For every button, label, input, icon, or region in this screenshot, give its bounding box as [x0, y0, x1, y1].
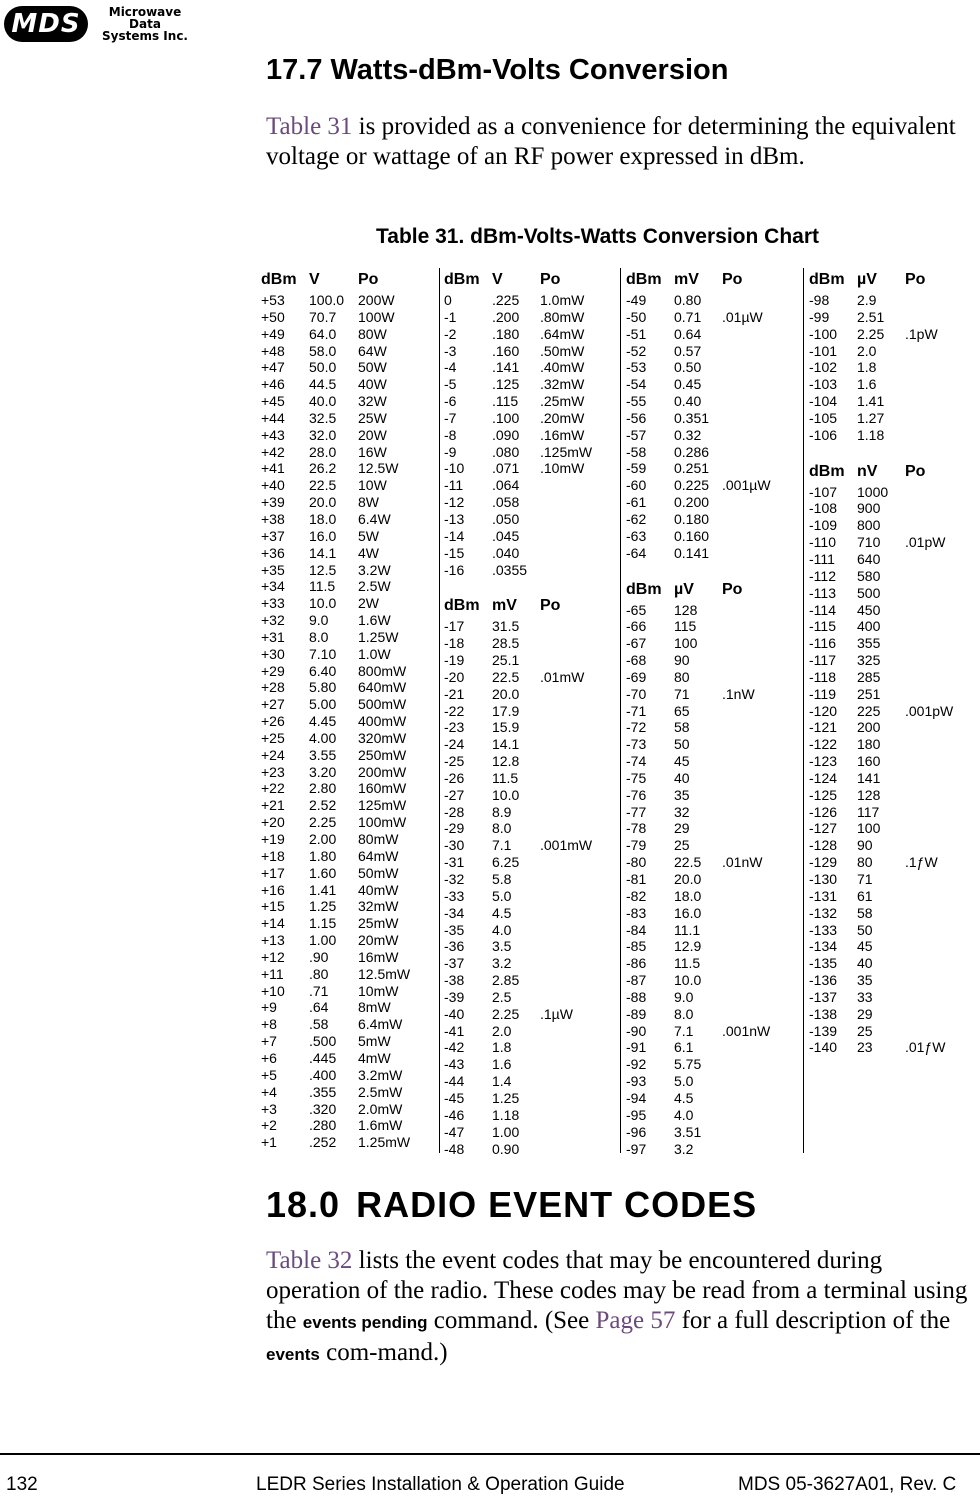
table-row: -103 1.6	[809, 376, 877, 393]
table-row: -102 1.8	[809, 359, 877, 376]
table-row: +26 4.45 400mW	[261, 713, 407, 730]
table-header-row: dBm mV Po	[626, 271, 743, 288]
table-row: +41 26.2 12.5W	[261, 460, 399, 477]
table-row: -84 11.1	[626, 921, 701, 938]
table-32-link[interactable]: Table 32	[266, 1247, 353, 1274]
table-row: +9 .64 8mW	[261, 999, 391, 1016]
table-row: -101 2.0	[809, 342, 877, 359]
table-row: +8 .58 6.4mW	[261, 1016, 403, 1033]
table-row: +12 .90 16mW	[261, 948, 399, 965]
table-row: +11 .80 12.5mW	[261, 965, 411, 982]
table-row: +30 7.10 1.0W	[261, 645, 391, 662]
guide-title: LEDR Series Installation & Operation Guide	[256, 1474, 625, 1495]
table-row: -69 80	[626, 668, 690, 685]
table-row: -46 1.18	[444, 1106, 520, 1123]
table-row: -97 3.2	[626, 1140, 694, 1157]
table-row: -88 9.0	[626, 988, 694, 1005]
table-row: -16 .0355	[444, 561, 528, 578]
table-row: +22 2.80 160mW	[261, 780, 407, 797]
table-row: -18 28.5	[444, 635, 520, 652]
block-spacer	[626, 562, 792, 578]
table-row: -9 .080 .125mW	[444, 443, 593, 460]
table-row: -140 23 .01ƒW	[809, 1039, 946, 1056]
table-row: -124 141	[809, 769, 881, 786]
table-row: -62 0.180	[626, 510, 710, 527]
table-row: -105 1.27	[809, 409, 885, 426]
table-row: +43 32.0 20W	[261, 426, 387, 443]
table-row: -28 8.9	[444, 803, 512, 820]
table-row: -139 25	[809, 1022, 873, 1039]
table-row: -43 1.6	[444, 1056, 512, 1073]
table-row: -31 6.25	[444, 854, 520, 871]
table-row: -6 .115 .25mW	[444, 393, 585, 410]
table-row: -39 2.5	[444, 988, 512, 1005]
table-row: -68 90	[626, 652, 690, 669]
table-row: -106 1.18	[809, 426, 885, 443]
table-row: -135 40	[809, 955, 873, 972]
table-row: -19 25.1	[444, 652, 520, 669]
table-row: -81 20.0	[626, 871, 702, 887]
table-row: +21 2.52 125mW	[261, 797, 407, 814]
table-row: +18 1.80 64mW	[261, 847, 399, 864]
table-row: -48 0.90	[444, 1140, 520, 1157]
block-spacer	[809, 444, 975, 460]
logo-mark: MDS	[4, 6, 88, 42]
table-row: -92 5.75	[626, 1056, 702, 1073]
table-header-row: dBm V Po	[261, 271, 379, 288]
table-row: +29 6.40 800mW	[261, 662, 407, 679]
table-row: -45 1.25	[444, 1089, 520, 1106]
table-row: -27 10.0	[444, 786, 520, 803]
table-row: +16 1.41 40mW	[261, 881, 399, 898]
page-number: 132	[6, 1474, 38, 1495]
table-row: -44 1.4	[444, 1073, 512, 1090]
table-row: -53 0.50	[626, 359, 702, 376]
table-row: -41 2.0	[444, 1022, 512, 1039]
table-row: +23 3.20 200mW	[261, 763, 407, 780]
block-spacer	[444, 578, 610, 594]
table-row: +14 1.15 25mW	[261, 915, 399, 932]
table-row: -73 50	[626, 736, 690, 753]
table-row: -113 500	[809, 584, 881, 601]
table-row: -26 11.5	[444, 769, 519, 786]
table-row: -57 0.32	[626, 426, 702, 443]
table-row: +47 50.0 50W	[261, 359, 387, 376]
table-row: -2 .180 .64mW	[444, 325, 585, 342]
table-row: -90 7.1 .001nW	[626, 1022, 771, 1039]
table-header-row: dBm V Po	[444, 271, 561, 288]
table-row: -47 1.00	[444, 1123, 520, 1140]
table-row: -104 1.41	[809, 393, 885, 410]
table-row: -109 800	[809, 517, 881, 534]
table-row: +44 32.5 25W	[261, 409, 387, 426]
column-divider	[803, 268, 804, 1153]
table-row: -17 31.5	[444, 618, 520, 635]
table-row: +7 .500 5mW	[261, 1033, 391, 1050]
table-row: -134 45	[809, 938, 873, 955]
table-row: -12 .058	[444, 494, 520, 511]
table-row: -91 6.1	[626, 1039, 694, 1056]
table-row: -133 50	[809, 921, 873, 938]
table-row: -129 80 .1ƒW	[809, 854, 938, 871]
table-row: -108 900	[809, 500, 881, 517]
table-row: -13 .050	[444, 510, 520, 527]
column-divider	[620, 268, 621, 1153]
logo-wordmark: Microwave Data Systems Inc.	[102, 5, 188, 43]
table-row: -122 180	[809, 736, 881, 753]
table-row: -42 1.8	[444, 1039, 512, 1056]
section-18-paragraph: Table 32 lists the event codes that may be encountered during operation of the radio. These codes may be read from a terminal using the events pending command. (See Page 57 for a full description of the events com-mand.)	[266, 1247, 968, 1366]
table-row: +19 2.00 80mW	[261, 831, 399, 847]
table-row: -107 1000	[809, 483, 889, 500]
events-pending-command: events pending	[302, 1313, 428, 1332]
table-row: 0 .225 1.0mW	[444, 292, 585, 308]
table-row: -78 29	[626, 820, 690, 837]
table-row: +17 1.60 50mW	[261, 864, 399, 881]
table-column-1	[261, 268, 428, 1151]
table-header-row: dBm mV Po	[444, 597, 561, 615]
table-row: -111 640	[809, 550, 881, 567]
document-number: MDS 05-3627A01, Rev. C	[738, 1474, 957, 1495]
table-row: -52 0.57	[626, 342, 702, 359]
section-heading-18: 18.0 RADIO EVENT CODES	[266, 1184, 758, 1225]
table-row: -23 15.9	[444, 719, 520, 736]
table-row: +5 .400 3.2mW	[261, 1066, 403, 1083]
page-57-link[interactable]: Page 57	[595, 1307, 676, 1334]
table-row: -87 10.0	[626, 972, 702, 989]
table-row: -98 2.9	[809, 292, 877, 308]
table-row: -60 0.225 .001µW	[626, 477, 771, 494]
table-row: -4 .141 .40mW	[444, 359, 585, 376]
table-row: +46 44.5 40W	[261, 376, 387, 393]
table-row: +34 11.5 2.5W	[261, 578, 391, 595]
table-31-link[interactable]: Table 31	[266, 113, 353, 140]
table-row: +32 9.0 1.6W	[261, 612, 391, 629]
table-row: -93 5.0	[626, 1073, 694, 1090]
table-row: -11 .064	[444, 477, 520, 494]
table-row: +49 64.0 80W	[261, 325, 387, 342]
events-command: events	[266, 1345, 320, 1364]
table-row: -37 3.2	[444, 955, 512, 972]
table-row: +45 40.0 32W	[261, 393, 387, 410]
table-row: -117 325	[809, 652, 881, 669]
table-row: -132 58	[809, 904, 873, 921]
table-row: -25 12.8	[444, 753, 520, 770]
table-row: +6 .445 4mW	[261, 1049, 391, 1066]
table-row: -115 400	[809, 618, 881, 635]
table-row: -121 200	[809, 719, 881, 736]
table-row: +48 58.0 64W	[261, 342, 387, 359]
table-row: -14 .045	[444, 527, 520, 544]
table-row: -76 35	[626, 786, 690, 803]
table-row: +50 70.7 100W	[261, 308, 395, 325]
table-row: -51 0.64	[626, 325, 702, 342]
table-row: -119 251	[809, 685, 881, 702]
table-header-row: dBm µV Po	[809, 271, 926, 288]
table-row: +24 3.55 250mW	[261, 746, 407, 763]
table-row: -86 11.5	[626, 955, 701, 972]
table-row: -5 .125 .32mW	[444, 376, 585, 393]
table-row: -95 4.0	[626, 1106, 694, 1123]
table-row: +28 5.80 640mW	[261, 679, 407, 696]
table-row: -83 16.0	[626, 904, 702, 921]
table-row: -59 0.251	[626, 460, 710, 477]
table-row: +35 12.5 3.2W	[261, 561, 391, 578]
table-row: -70 71 .1nW	[626, 685, 755, 702]
table-row: -10 .071 .10mW	[444, 460, 585, 477]
table-row: -80 22.5 .01nW	[626, 854, 763, 871]
table-row: -21 20.0	[444, 685, 520, 702]
table-header-row: dBm µV Po	[626, 580, 743, 598]
table-row: -35 4.0	[444, 921, 512, 938]
table-row: -127 100	[809, 820, 881, 837]
table-row: -65 128	[626, 601, 698, 618]
table-row: -96 3.51	[626, 1123, 702, 1140]
table-row: +42 28.0 16W	[261, 443, 387, 460]
company-logo	[4, 6, 204, 44]
table-row: -100 2.25 .1pW	[809, 325, 938, 342]
table-row: -116 355	[809, 635, 881, 652]
table-row: -85 12.9	[626, 938, 702, 955]
table-row: +36 14.1 4W	[261, 544, 379, 561]
table-row: -63 0.160	[626, 527, 710, 544]
table-row: -38 2.85	[444, 972, 520, 989]
table-row: -71 65	[626, 702, 690, 719]
table-row: -130 71	[809, 871, 873, 887]
table-row: +3 .320 2.0mW	[261, 1100, 403, 1117]
table-row: -50 0.71 .01µW	[626, 308, 763, 325]
table-column-3	[626, 268, 792, 1157]
table-row: -56 0.351	[626, 409, 710, 426]
table-row: +31 8.0 1.25W	[261, 628, 399, 645]
table-row: -29 8.0	[444, 820, 512, 837]
table-row: -82 18.0	[626, 887, 702, 904]
table-row: -1 .200 .80mW	[444, 308, 585, 325]
table-row: +33 10.0 2W	[261, 595, 379, 612]
table-row: -94 4.5	[626, 1089, 694, 1106]
table-row: -137 33	[809, 988, 873, 1005]
table-row: +15 1.25 32mW	[261, 898, 399, 915]
table-row: -74 45	[626, 753, 690, 770]
table-row: -54 0.45	[626, 376, 702, 393]
table-row: +39 20.0 8W	[261, 494, 379, 511]
section-intro-paragraph: Table 31 is provided as a convenience for determining the equivalent voltage or wattage of an RF power expressed in dBm.	[266, 113, 956, 170]
table-row: +37 16.0 5W	[261, 527, 379, 544]
table-row: -79 25	[626, 837, 690, 854]
table-row: -55 0.40	[626, 393, 702, 410]
table-row: -125 128	[809, 786, 881, 803]
table-row: +4 .355 2.5mW	[261, 1083, 403, 1100]
table-row: -30 7.1 .001mW	[444, 837, 593, 854]
table-row: -49 0.80	[626, 292, 702, 308]
table-row: -58 0.286	[626, 443, 710, 460]
column-divider	[439, 268, 440, 1153]
table-row: -40 2.25 .1µW	[444, 1005, 573, 1022]
table-row: -72 58	[626, 719, 690, 736]
table-row: -61 0.200	[626, 494, 710, 511]
table-row: -120 225 .001pW	[809, 702, 954, 719]
table-row: -138 29	[809, 1005, 873, 1022]
section-heading-17-7: 17.7 Watts-dBm-Volts Conversion	[266, 54, 729, 86]
table-row: -89 8.0	[626, 1005, 694, 1022]
table-row: +13 1.00 20mW	[261, 932, 399, 949]
table-column-4	[809, 268, 975, 1056]
table-row: -22 17.9	[444, 702, 520, 719]
table-row: -3 .160 .50mW	[444, 342, 585, 359]
table-column-2	[444, 268, 610, 1157]
table-row: +40 22.5 10W	[261, 477, 387, 494]
table-row: +38 18.0 6.4W	[261, 510, 391, 527]
table-row: -66 115	[626, 618, 697, 635]
table-row: -112 580	[809, 567, 881, 584]
table-row: -20 22.5 .01mW	[444, 668, 585, 685]
table-row: -131 61	[809, 887, 873, 904]
table-row: -7 .100 .20mW	[444, 409, 585, 426]
table-row: -114 450	[809, 601, 881, 618]
table-row: -64 0.141	[626, 544, 710, 561]
table-row: +53 100.0 200W	[261, 292, 395, 308]
table-row: -33 5.0	[444, 887, 512, 904]
table-row: +10 .71 10mW	[261, 982, 399, 999]
table-row: -110 710 .01pW	[809, 534, 946, 551]
table-row: -15 .040	[444, 544, 520, 561]
table-row: -77 32	[626, 803, 690, 820]
table-row: -8 .090 .16mW	[444, 426, 585, 443]
table-row: -99 2.51	[809, 308, 885, 325]
table-row: -67 100	[626, 635, 698, 652]
table-header-row: dBm nV Po	[809, 462, 926, 480]
table-row: -123 160	[809, 753, 881, 770]
table-row: -128 90	[809, 837, 873, 854]
table-row: -126 117	[809, 803, 880, 820]
table-row: -118 285	[809, 668, 881, 685]
table-row: -32 5.8	[444, 871, 512, 887]
table-row: -24 14.1	[444, 736, 520, 753]
table-row: +2 .280 1.6mW	[261, 1117, 403, 1134]
table-row: +1 .252 1.25mW	[261, 1134, 411, 1151]
table-row: -75 40	[626, 769, 690, 786]
table-row: +25 4.00 320mW	[261, 729, 407, 746]
table-row: +27 5.00 500mW	[261, 696, 407, 713]
table-row: -34 4.5	[444, 904, 512, 921]
table-row: -36 3.5	[444, 938, 512, 955]
footer-rule	[0, 1453, 980, 1455]
table-row: -136 35	[809, 972, 873, 989]
table-title: Table 31. dBm-Volts-Watts Conversion Chart	[376, 225, 819, 248]
table-row: +20 2.25 100mW	[261, 814, 407, 831]
